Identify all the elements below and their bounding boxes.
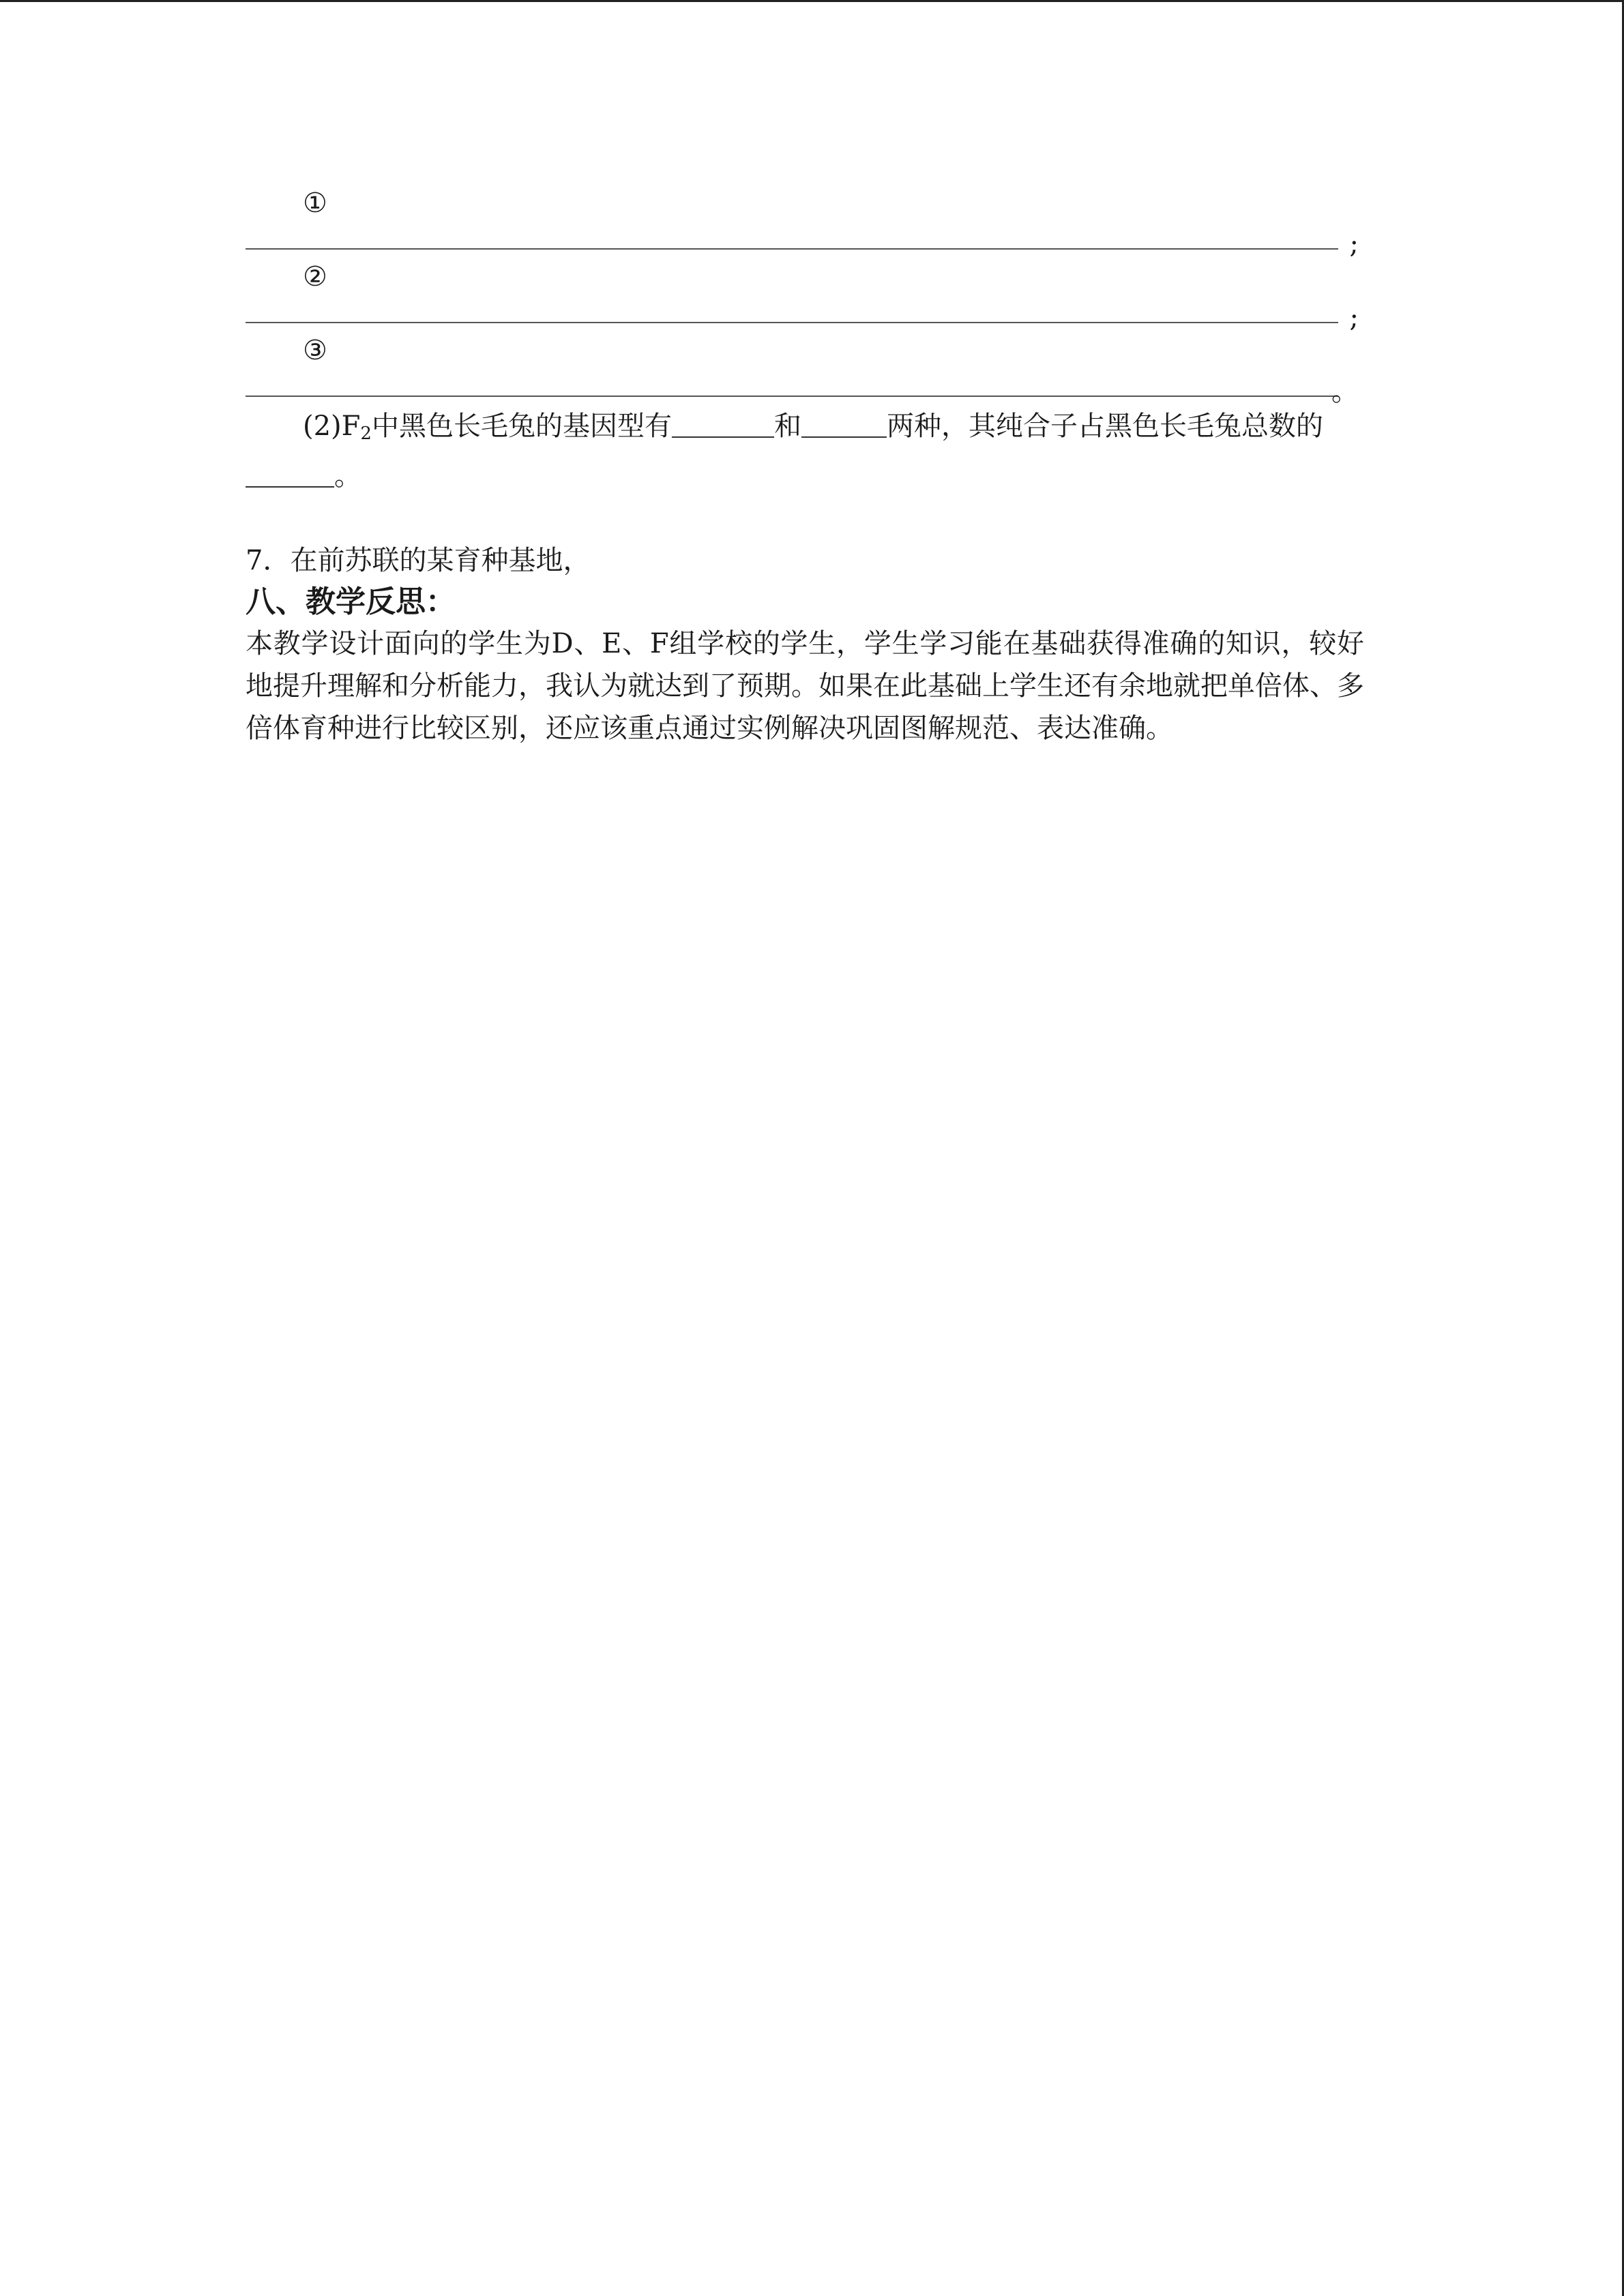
question-2-text-b: 和	[773, 411, 801, 442]
answer-rule-3	[246, 396, 1338, 397]
section-heading-reflection: 八、教学反思：	[246, 584, 456, 619]
answer-marker-1: ①	[303, 188, 327, 219]
blank-ratio[interactable]	[246, 459, 334, 488]
question-2-text-c: 两种，其纯合子占黑色长毛兔总数的	[886, 411, 1323, 442]
answer-line-2[interactable]	[246, 296, 1364, 331]
answer-rule-2	[246, 322, 1338, 323]
page-border-top	[0, 0, 1624, 2]
question-2-subscript: 2	[360, 423, 372, 444]
answer-end-3: 。	[1331, 376, 1359, 407]
answer-end-1: ;	[1349, 228, 1359, 260]
blank-genotype-1[interactable]	[672, 409, 774, 438]
question-2	[246, 405, 1364, 455]
document-body	[246, 184, 1364, 749]
question-2-end: 。	[334, 460, 361, 492]
reflection-paragraph: 本教学设计面向的学生为D、E、F组学校的学生，学生学习能在基础获得准确的知识，较好地提升理解和分析能力，我认为就达到了预期。如果在此基础上学生还有余地就把单倍体、多倍体育种进行比较区别，还应该重点通过实例解决巩固图解规范、表达准确。	[246, 628, 1364, 744]
answer-line-1[interactable]	[246, 222, 1364, 258]
blank-genotype-2[interactable]	[801, 409, 887, 438]
answer-rule-1	[246, 248, 1338, 250]
answer-marker-2: ②	[303, 261, 327, 293]
spacer	[246, 497, 1364, 539]
question-2-prefix: (2)F	[303, 411, 361, 442]
question-2-continuation	[246, 455, 1364, 497]
question-2-text-a: 中黑色长毛兔的基因型有	[371, 411, 672, 442]
answer-end-2: ;	[1349, 302, 1359, 333]
answer-marker-3: ③	[303, 335, 327, 366]
question-7: 7．在前苏联的某育种基地，	[246, 545, 591, 576]
answer-line-3[interactable]	[246, 370, 1364, 405]
